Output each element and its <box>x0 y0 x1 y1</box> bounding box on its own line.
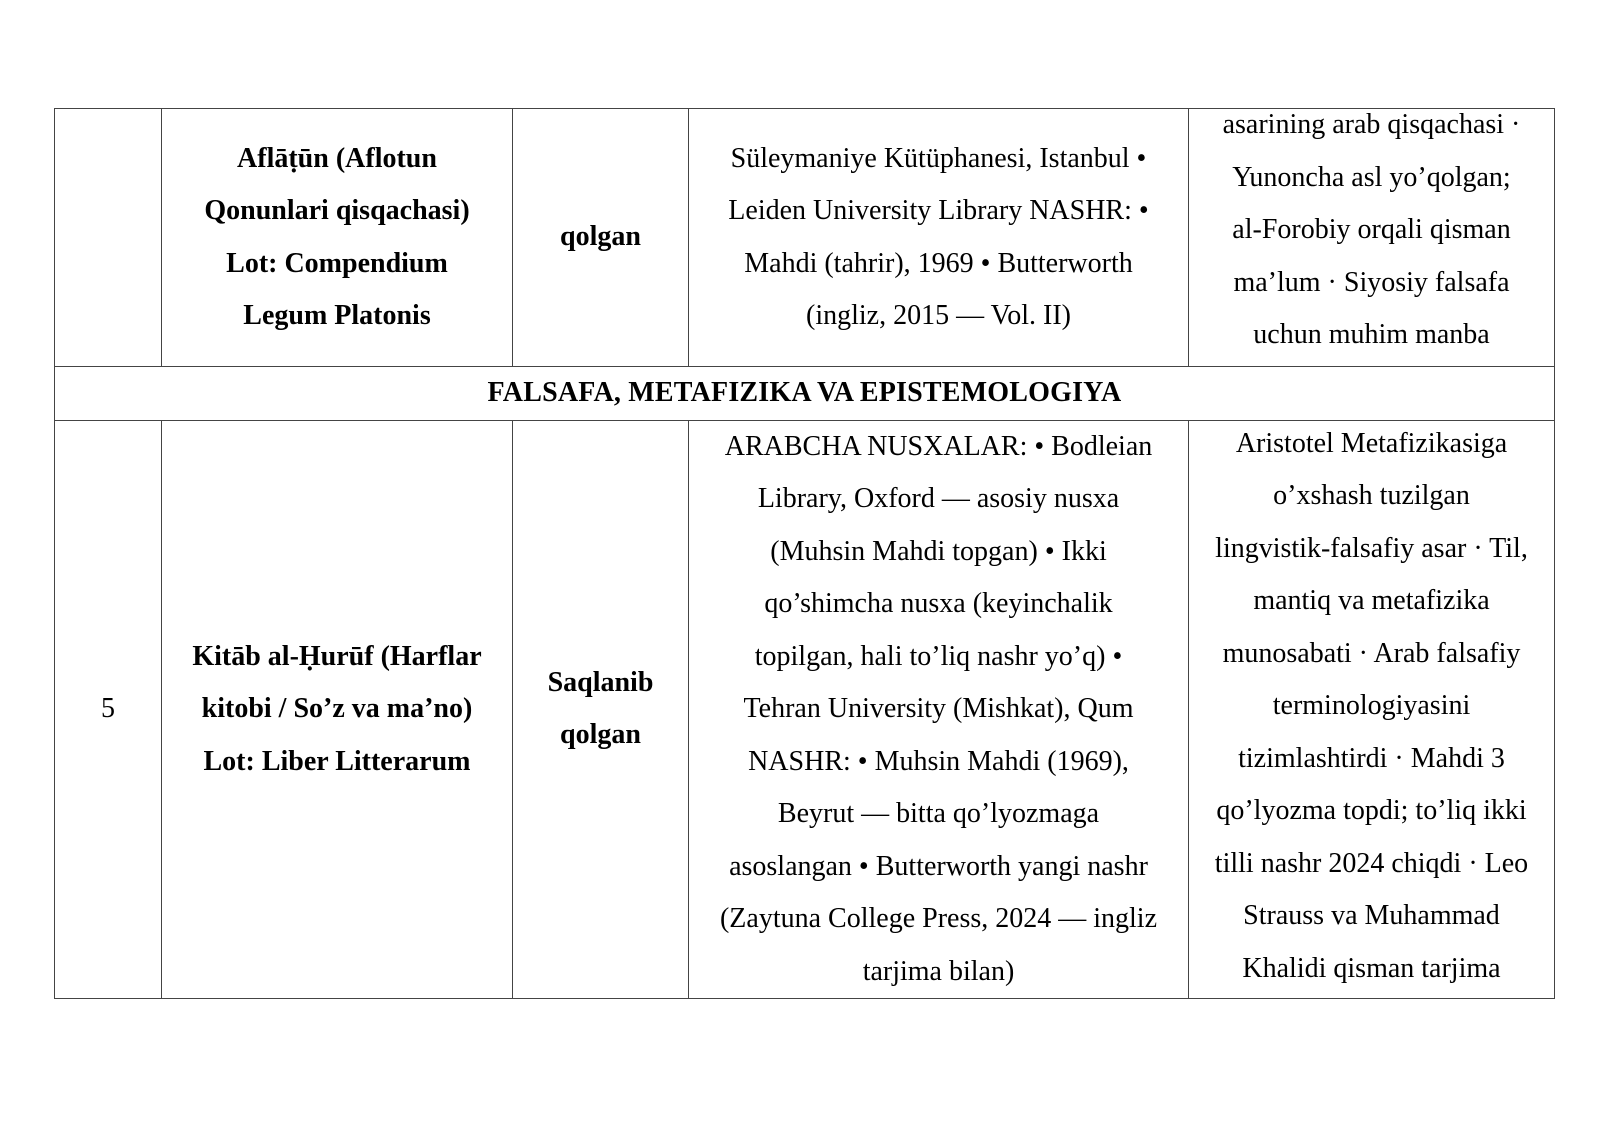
sources-line: Beyrut — bitta qo’lyozmaga <box>777 798 1100 829</box>
number-cell: 5 <box>55 420 162 999</box>
sources-line: (ingliz, 2015 — Vol. II) <box>806 300 1071 331</box>
title-line: Legum Platonis <box>243 300 431 331</box>
table-row <box>55 109 1555 367</box>
notes-cell <box>1189 420 1555 999</box>
title-cell <box>162 420 513 999</box>
status-line: Saqlanib <box>547 666 654 698</box>
notes-line: munosabati · Arab falsafiy <box>1222 637 1521 669</box>
sources-line: Library, Oxford — asosiy nusxa <box>757 483 1120 514</box>
notes-line: tizimlashtirdi · Mahdi 3 <box>1238 742 1505 774</box>
table-row <box>55 420 1555 999</box>
section-title: FALSAFA, METAFIZIKA VA EPISTEMOLOGIYA <box>55 367 1555 421</box>
title-line: Aflāṭūn (Aflotun <box>237 142 437 174</box>
title-line: Qonunlari qisqachasi) <box>204 195 470 226</box>
number-cell <box>55 109 162 367</box>
sources-line: qo’shimcha nusxa (keyinchalik <box>764 588 1113 619</box>
title-line: kitobi / So’z va ma’no) <box>201 693 473 724</box>
sources-line: ARABCHA NUSXALAR: • Bodleian <box>724 430 1153 462</box>
notes-line: uchun muhim manba <box>1253 319 1490 351</box>
section-header-row <box>55 367 1555 421</box>
notes-line: terminologiyasini <box>1272 690 1471 721</box>
title-cell <box>162 109 513 367</box>
notes-line: lingvistik-falsafiy asar · Til, <box>1215 532 1528 564</box>
status-line: qolgan <box>560 719 641 751</box>
notes-line: o’xshash tuzilgan <box>1273 480 1470 511</box>
sources-line: topilgan, hali to’liq nashr yo’q) • <box>754 640 1123 672</box>
notes-line: tilli nashr 2024 chiqdi · Leo <box>1214 847 1529 879</box>
notes-line: Strauss va Muhammad <box>1243 900 1500 931</box>
notes-line: ma’lum · Siyosiy falsafa <box>1233 266 1510 298</box>
sources-line: Mahdi (tahrir), 1969 • Butterworth <box>744 247 1133 279</box>
title-line: Lot: Liber Litterarum <box>203 745 471 777</box>
sources-line: Leiden University Library NASHR: • <box>728 195 1149 226</box>
notes-line: Aristotel Metafizikasiga <box>1235 427 1508 459</box>
sources-line: Tehran University (Mishkat), Qum <box>743 693 1134 724</box>
sources-cell <box>689 109 1189 367</box>
notes-line: asarining arab qisqachasi · <box>1222 109 1521 141</box>
notes-line: al-Forobiy orqali qisman <box>1232 214 1511 246</box>
notes-line: mantiq va metafizika <box>1253 585 1490 616</box>
sources-line: tarjima bilan) <box>862 955 1015 987</box>
title-line: Kitāb al-Ḥurūf (Harflar <box>192 640 482 672</box>
title-line: Lot: Compendium <box>226 247 448 279</box>
sources-line: (Zaytuna College Press, 2024 — ingliz <box>719 903 1158 934</box>
manuscripts-table <box>54 108 1555 999</box>
notes-cell <box>1189 109 1555 367</box>
notes-line: qo’lyozma topdi; to’liq ikki <box>1216 795 1527 826</box>
status-cell <box>513 420 689 999</box>
sources-cell <box>689 420 1189 999</box>
sources-line: Süleymaniye Kütüphanesi, Istanbul • <box>730 142 1147 174</box>
status-cell <box>513 109 689 367</box>
sources-line: NASHR: • Muhsin Mahdi (1969), <box>748 745 1129 777</box>
sources-line: (Muhsin Mahdi topgan) • Ikki <box>770 535 1107 567</box>
notes-line: Yunoncha asl yo’qolgan; <box>1232 161 1511 193</box>
status-line: qolgan <box>560 221 641 253</box>
notes-line: Khalidi qisman tarjima <box>1242 952 1501 984</box>
sources-line: asoslangan • Butterworth yangi nashr <box>729 850 1148 882</box>
